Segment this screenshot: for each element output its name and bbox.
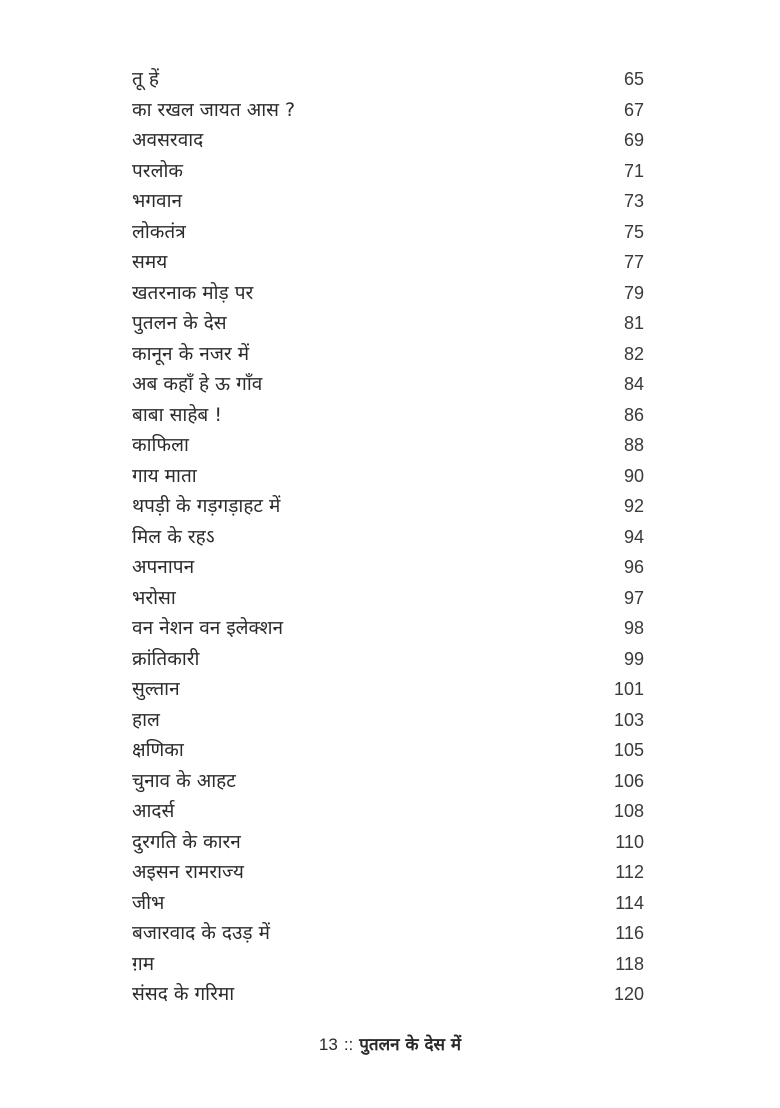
toc-entry-title: क्रांतिकारी — [132, 647, 200, 670]
toc-entry — [132, 644, 644, 675]
toc-entry — [132, 735, 644, 766]
toc-entry — [132, 705, 644, 736]
table-of-contents — [132, 64, 644, 1010]
toc-entry — [132, 522, 644, 553]
toc-entry-title: परलोक — [132, 159, 183, 182]
toc-entry-page: 120 — [613, 984, 644, 1004]
toc-entry-title: तू हें — [132, 68, 159, 90]
toc-entry — [132, 918, 644, 949]
toc-entry-page: 73 — [623, 191, 644, 211]
toc-entry-title: बाबा साहेब ! — [132, 403, 222, 426]
toc-entry — [132, 186, 644, 217]
toc-entry-page: 114 — [615, 892, 644, 913]
toc-entry-page: 67 — [623, 99, 644, 120]
toc-entry-title: पुतलन के देस — [132, 312, 227, 334]
toc-entry-title: जीभ — [132, 891, 165, 914]
toc-entry-title: दुरगति के कारन — [132, 830, 241, 853]
toc-entry-title: हाल — [132, 708, 160, 731]
toc-entry-page: 65 — [623, 69, 644, 89]
toc-entry-title: अपनापन — [132, 556, 195, 578]
toc-entry — [132, 491, 644, 522]
toc-entry-page: 99 — [623, 648, 644, 669]
toc-entry-page: 96 — [623, 557, 644, 577]
toc-entry — [132, 400, 644, 431]
toc-entry-page: 84 — [623, 374, 644, 394]
toc-entry — [132, 156, 644, 187]
toc-entry — [132, 308, 644, 339]
toc-entry — [132, 430, 644, 461]
toc-entry — [132, 461, 644, 492]
toc-entry-title: भरोसा — [132, 586, 176, 609]
toc-entry — [132, 278, 644, 309]
toc-entry — [132, 979, 644, 1010]
toc-entry-title: लोकतंत्र — [132, 220, 186, 243]
toc-entry-title: अइसन रामराज्य — [132, 861, 244, 883]
toc-entry-page: 106 — [613, 770, 644, 791]
toc-entry — [132, 247, 644, 278]
toc-entry-title: अब कहाँ हे ऊ गाँव — [132, 373, 263, 395]
toc-entry-title: खतरनाक मोड़ पर — [132, 281, 254, 304]
toc-entry — [132, 613, 644, 644]
toc-entry-title: थपड़ी के गड़गड़ाहट में — [132, 495, 281, 517]
toc-entry-page: 92 — [623, 496, 644, 516]
toc-entry-page: 94 — [623, 526, 644, 547]
toc-entry-title: कानून के नजर में — [132, 342, 250, 365]
toc-entry-page: 77 — [623, 252, 644, 272]
toc-entry-page: 118 — [615, 953, 644, 974]
toc-entry-page: 108 — [613, 801, 644, 821]
toc-entry-page: 79 — [623, 282, 644, 303]
footer-page-number: 13 — [318, 1035, 338, 1054]
toc-entry-title: भगवान — [132, 190, 183, 212]
toc-entry-title: काफिला — [132, 434, 189, 456]
toc-entry-title: अवसरवाद — [132, 129, 204, 151]
toc-entry-page: 88 — [623, 435, 644, 455]
toc-entry-page: 116 — [615, 923, 644, 943]
toc-entry-title: संसद के गरिमा — [132, 983, 235, 1005]
toc-entry — [132, 552, 644, 583]
page-footer — [0, 1032, 780, 1055]
toc-entry-page: 101 — [613, 679, 644, 699]
toc-entry — [132, 64, 644, 95]
toc-entry — [132, 766, 644, 797]
toc-entry-page: 71 — [623, 160, 644, 181]
toc-entry-page: 69 — [623, 130, 644, 150]
toc-entry — [132, 674, 644, 705]
toc-entry — [132, 857, 644, 888]
toc-entry-page: 90 — [623, 465, 644, 486]
toc-entry-title: चुनाव के आहट — [132, 769, 236, 792]
toc-entry-page: 82 — [623, 343, 644, 364]
toc-entry-page: 98 — [623, 618, 644, 638]
toc-entry-title: आदर्स — [132, 800, 175, 822]
toc-entry — [132, 888, 644, 919]
toc-entry-title: बजारवाद के दउड़ में — [132, 922, 270, 944]
toc-entry-title: क्षणिका — [132, 739, 184, 761]
toc-entry-title: का रखल जायत आस ? — [132, 98, 296, 121]
toc-entry-title: गाय माता — [132, 464, 197, 487]
toc-entry — [132, 369, 644, 400]
toc-entry-title: ग़म — [132, 952, 155, 975]
toc-entry-page: 81 — [623, 313, 644, 333]
toc-entry — [132, 583, 644, 614]
toc-entry — [132, 339, 644, 370]
toc-entry — [132, 827, 644, 858]
toc-entry-title: मिल के रहऽ — [132, 525, 215, 548]
toc-entry-page: 97 — [623, 587, 644, 608]
toc-entry-title: सुल्तान — [132, 678, 180, 700]
toc-entry-title: वन नेशन वन इलेक्शन — [132, 617, 284, 639]
toc-entry-page: 75 — [623, 221, 644, 242]
footer-book-title: पुतलन के देस में — [359, 1035, 462, 1055]
toc-entry — [132, 949, 644, 980]
toc-entry-title: समय — [132, 251, 168, 273]
toc-entry — [132, 95, 644, 126]
footer-separator: :: — [343, 1035, 354, 1054]
toc-entry — [132, 217, 644, 248]
toc-entry — [132, 796, 644, 827]
toc-entry-page: 105 — [613, 740, 644, 760]
toc-entry-page: 110 — [615, 831, 644, 852]
toc-entry-page: 112 — [615, 862, 644, 882]
toc-entry-page: 103 — [613, 709, 644, 730]
toc-entry — [132, 125, 644, 156]
toc-entry-page: 86 — [623, 404, 644, 425]
